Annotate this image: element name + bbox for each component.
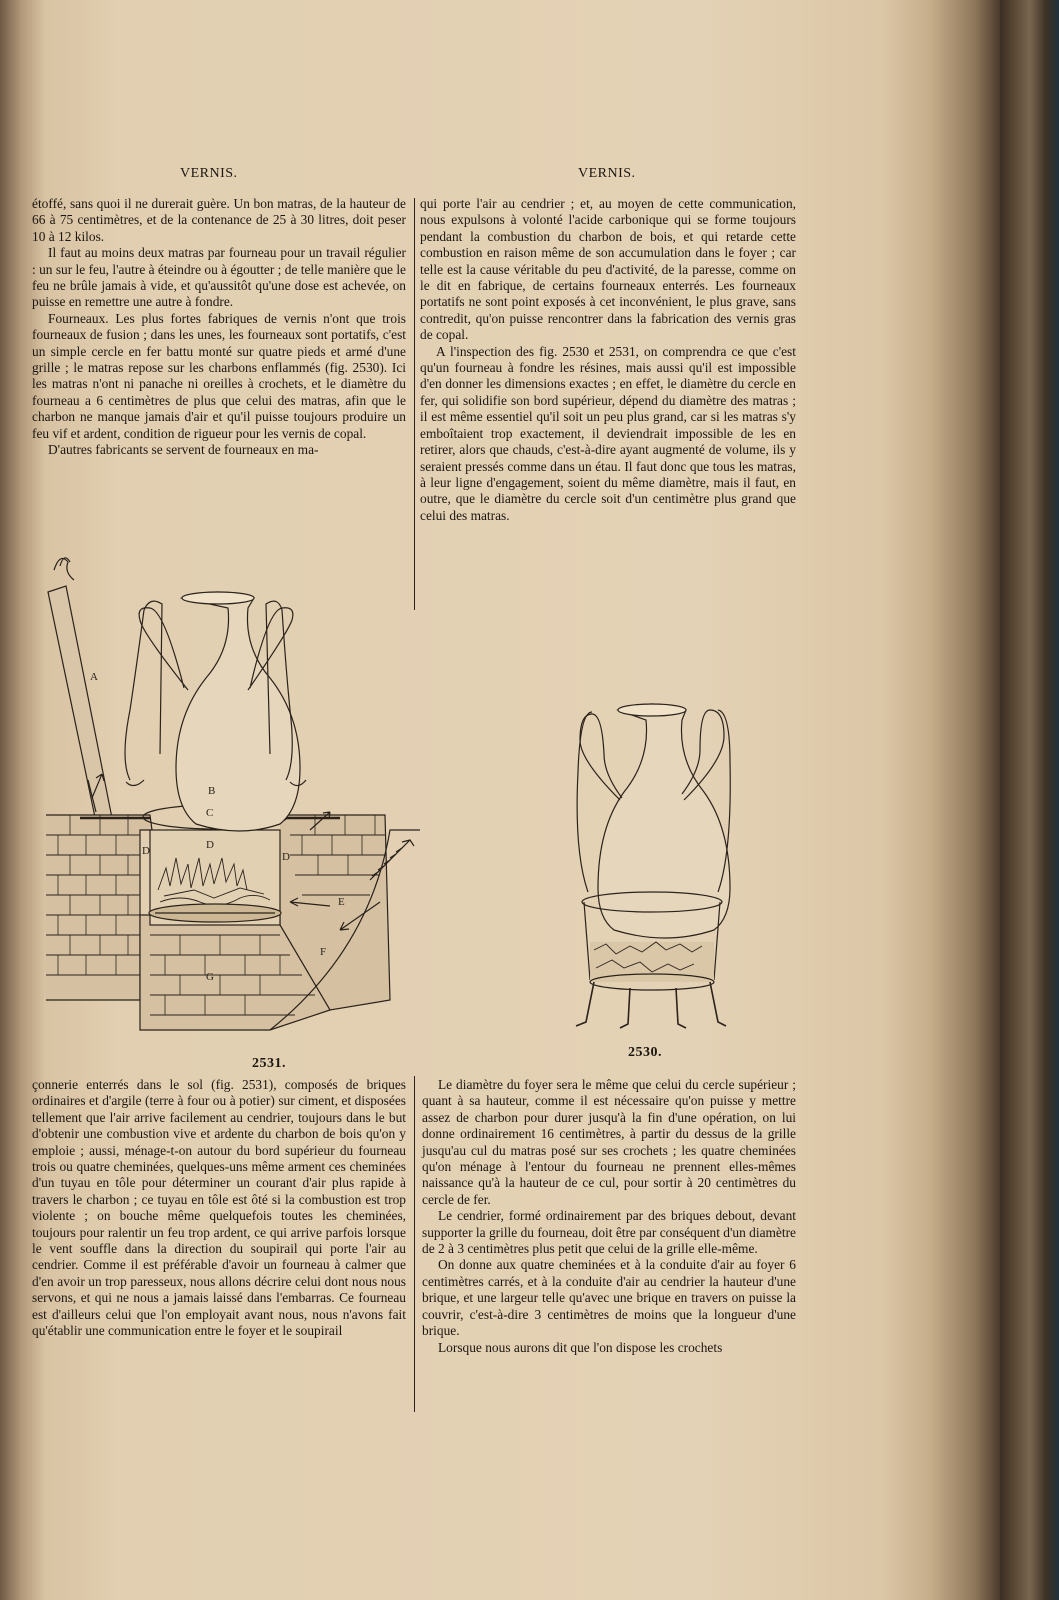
paragraph: Lorsque nous aurons dit que l'on dispose les crochets (438, 1339, 723, 1355)
text-column-top-right (420, 196, 796, 524)
book-binding-edge (1000, 0, 1059, 1600)
figure-label-g: G (206, 971, 214, 983)
paragraph: On donne aux quatre cheminées et à la conduite d'air au foyer 6 centimètres carrés, et à la conduite d'air au cendrier la hauteur d'une brique, et une largeur telle qu'avec une brique en travers on puisse la couvrir, c'est-à-dire 3 centimètres de moins que la longueur d'une brique. (422, 1257, 796, 1339)
running-header-right: VERNIS. (578, 166, 636, 181)
figure-label-d: D (282, 851, 290, 863)
text-column-top-left (32, 196, 406, 459)
figure-label-a: A (90, 671, 98, 683)
paragraph: Le diamètre du foyer sera le même que celui du cercle supérieur ; quant à sa hauteur, comme il est nécessaire qu'on puisse y mettre assez de charbon pour durer jusqu'à la fin d'une opération, on lui donne ordinairement 16 centimètres, à partir du dessus de la grille jusqu'au cul du matras posé sur ses crochets ; les quatre cheminées qu'on ménage à l'entour du fourneau ne prennent elles-mêmes naissance qu'à la hauteur de ce cul, pour sortir à 20 centimètres du cercle de fer. (422, 1077, 796, 1207)
running-header-left: VERNIS. (180, 166, 238, 181)
figure-caption-2530: 2530. (628, 1045, 662, 1060)
figure-2531-furnace-section (40, 530, 420, 1050)
text-column-bottom-left (32, 1077, 406, 1340)
figure-label-f: F (320, 946, 327, 958)
figure-2530-portable-furnace (560, 680, 750, 1040)
figure-label-b: B (208, 785, 216, 797)
paragraph: A l'inspection des fig. 2530 et 2531, on comprendra ce que c'est qu'un fourneau à fondre les résines, mais aussi qu'il est impossible d'en donner les dimensions exactes ; en effet, le diamètre du cercle en fer, qui solidifie son bord supérieur, dépend du diamètre des matras ; il est même essentiel qu'il soit un peu plus grand, car si les matras s'y emboîtaient trop exactement, il deviendrait impossible de les en retirer, alors que chauds, c'est-à-dire ayant augmenté de volume, ils y seraient pressés comme dans un étau. Il faut donc que tous les matras, à leur ligne d'engagement, soient du même diamètre, mais il faut, en outre, que le diamètre du cercle soit d'un centimètre plus grand que celui des matras. (420, 343, 796, 523)
figure-label-c: C (206, 807, 214, 819)
figure-label-e: E (338, 896, 345, 908)
paragraph: étoffé, sans quoi il ne durerait guère. Un bon matras, de la hauteur de 66 à 75 centimètres, et de la contenance de 25 à 30 litres, doit peser 10 à 12 kilos. (32, 196, 406, 244)
figure-label-d: D (142, 845, 150, 857)
text-column-bottom-right (422, 1077, 796, 1356)
paragraph: Fourneaux. Les plus fortes fabriques de vernis n'ont que trois fourneaux de fusion ; dans les unes, les fourneaux sont portatifs, c'est un simple cercle en fer battu monté sur quatre pieds et armé d'une grille ; le matras repose sur les charbons enflammés (fig. 2530). Ici les matras n'ont ni panache ni oreilles à crochets, et le diamètre du fourneau a 6 centimètres de plus que celui des matras, afin que le charbon ne manque jamais d'air et qu'il puisse toujours produire un feu vif et ardent, condition de rigueur pour les vernis de copal. (32, 310, 406, 441)
figure-caption-2531: 2531. (252, 1056, 286, 1071)
column-rule (414, 1076, 415, 1412)
paragraph: çonnerie enterrés dans le sol (fig. 2531), composés de briques ordinaires et d'argile (terre à four ou à potier) sur ciment, et disposées tellement que l'air arrive facilement au cendrier, toujours dans le but d'obtenir une combustion vive et ardente du charbon de bois qu'on y emploie ; aussi, ménage-t-on autour du bord supérieur du fourneau trois ou quatre cheminées, quelques-uns même arment ces cheminées d'un tuyau en tôle pour déterminer un courant d'air plus rapide à travers le charbon ; ce tuyau en tôle est ôté si la combustion est trop violente ; on bouche même quelquefois toutes les cheminées, toujours pour ralentir un feu trop ardent, ce qui arrive parfois lorsque le vent souffle dans la direction du soupirail qui porte l'air au cendrier. Comme il est préférable d'avoir un fourneau à calmer que d'en avoir un trop paresseux, nous allons décrire celui dont nous nous servons, et qui ne nous a jamais laissé dans l'embarras. Ce fourneau est d'ailleurs celui que l'on employait avant nous, nous n'avons fait qu'établir une communication entre le foyer et le soupirail (32, 1077, 406, 1339)
paragraph: D'autres fabricants se servent de fourneaux en ma- (48, 442, 319, 458)
paragraph: qui porte l'air au cendrier ; et, au moyen de cette communication, nous expulsons à volonté l'acide carbonique qui se forme toujours pendant la combustion du charbon de bois, et qui retarde cette combustion en raison même de son accumulation dans le foyer ; car telle est la cause véritable du peu d'activité, de la paresse, comme on le dit en fabrique, de certains fourneaux enterrés. Les fourneaux portatifs ne sont point exposés à cet inconvénient, le plus grave, sans contredit, qu'on puisse rencontrer dans la fabrication des vernis gras de copal. (420, 196, 796, 343)
figure-label-d: D (206, 839, 214, 851)
paragraph: Le cendrier, formé ordinairement par des briques debout, devant supporter la grille du fourneau, doit être par conséquent d'un diamètre de 2 à 3 centimètres plus petit que celui de la grille elle-même. (422, 1208, 796, 1257)
paragraph: Il faut au moins deux matras par fourneau pour un travail régulier : un sur le feu, l'autre à éteindre ou à égoutter ; de telle manière que le feu ne brûle jamais à vide, et qu'aussitôt qu'une dose est achevée, on puisse en remettre une autre à fondre. (32, 245, 406, 310)
